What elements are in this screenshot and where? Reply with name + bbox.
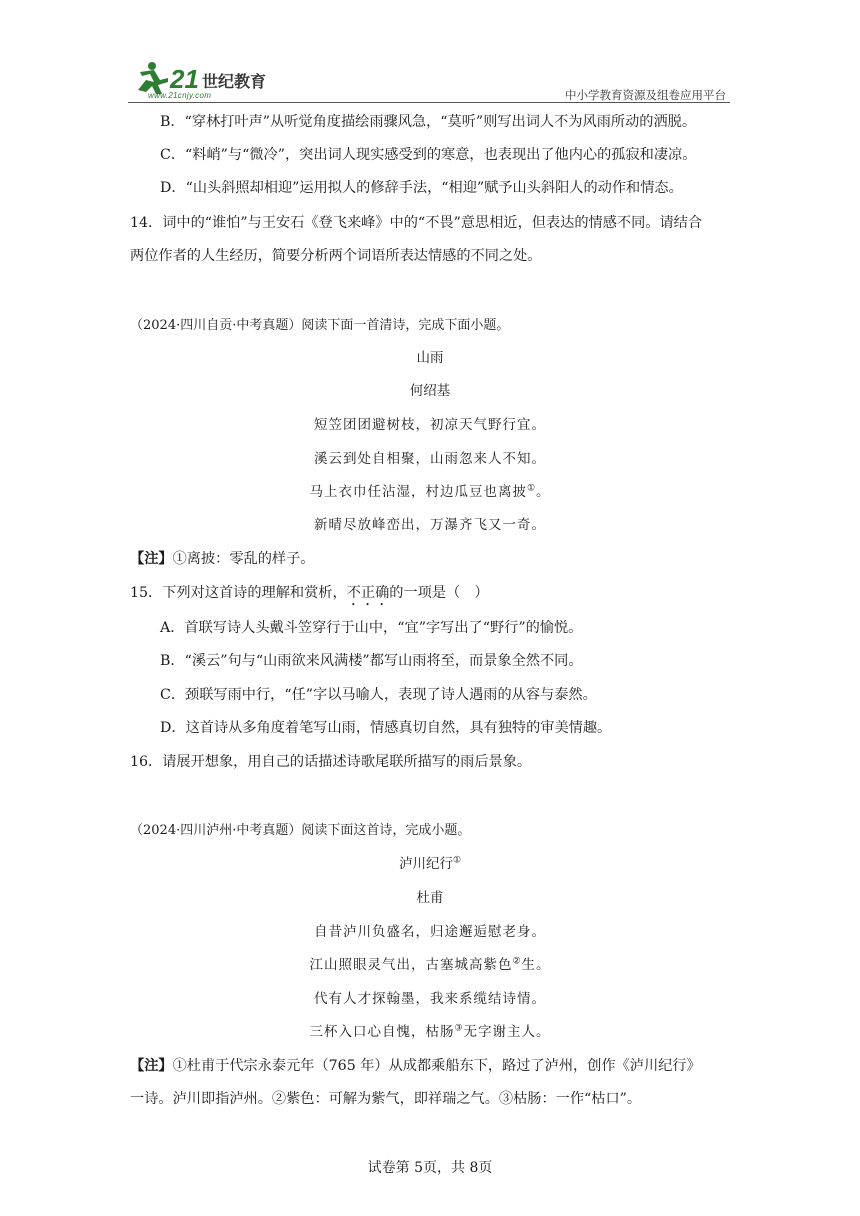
poem2-line2: 江山照眼灵气出，古塞城高紫色②生。	[309, 956, 551, 973]
poem2-line1: 自昔泸川负盛名，归途邂逅慰老身。	[314, 924, 546, 940]
logo-url: www.21cnjy.com	[148, 91, 212, 100]
poem1-author: 何绍基	[409, 383, 451, 399]
poem2-title: 泸川纪行①	[398, 855, 462, 872]
poem2-line3: 代有人才探翰墨，我来系缆结诗情。	[314, 991, 546, 1007]
poem2-note-line2: 一诗。泸川即指泸州。②紫色：可解为紫气，即祥瑞之气。③枯肠：一作“枯口”。	[130, 1091, 642, 1107]
q13-option-c: C．“料峭”与“微冷”，突出词人现实感受到的寒意，也表现出了他内心的孤寂和凄凉。	[160, 147, 697, 163]
platform-name: 中小学教育资源及组卷应用平台	[565, 88, 726, 102]
q14-line2: 两位作者的人生经历，简要分析两个词语所表达情感的不同之处。	[130, 248, 542, 264]
note-text: ①离披：零乱的样子。	[172, 551, 315, 567]
poem2-line4: 三杯入口心自愧，枯肠③无字谢主人。	[309, 1023, 551, 1040]
svg-text:世纪教育: 世纪教育	[202, 72, 267, 91]
section3-intro: （2024·四川泸州·中考真题）阅读下面这首诗，完成小题。	[130, 823, 471, 838]
svg-text:21: 21	[170, 64, 199, 94]
logo	[128, 60, 278, 104]
note-label: 【注】	[130, 551, 173, 567]
q16: 16．请展开想象，用自己的话描述诗歌尾联所描写的雨后景象。	[130, 754, 532, 770]
poem2-author: 杜甫	[416, 890, 444, 906]
footnote-marker: ①	[526, 483, 537, 494]
poem1-note	[130, 549, 314, 569]
note-label: 【注】	[130, 1058, 173, 1074]
q13-option-b: B．“穿林打叶声”从听觉角度描绘雨骤风急，“莫听”则写出词人不为风雨所动的洒脱。	[160, 114, 697, 130]
q14-line1: 14．词中的“谁怕”与王安石《登飞来峰》中的“不畏”意思相近，但表达的情感不同。请结合	[130, 215, 703, 231]
footnote-marker: ①	[452, 855, 462, 866]
section2-intro: （2024·四川自贡·中考真题）阅读下面一首清诗，完成下面小题。	[130, 318, 510, 333]
poem1-line1: 短笠团团避树枝，初凉天气野行宜。	[314, 417, 546, 433]
q15-option-b: B．“溪云”句与“山雨欲来风满楼”都写山雨将至，而景象全然不同。	[160, 653, 583, 669]
poem1-title: 山雨	[416, 350, 444, 366]
q15-option-d: D．这首诗从多角度着笔写山雨，情感真切自然，具有独特的审美情趣。	[160, 720, 612, 736]
footnote-marker: ②	[512, 956, 522, 967]
q15-stem: 15．下列对这首诗的理解和赏析，不正确的一项是（ ）	[130, 585, 489, 601]
header-divider	[128, 102, 730, 103]
footnote-marker: ③	[454, 1023, 464, 1034]
page-header	[0, 0, 860, 110]
page-footer: 试卷第 5页，共 8页	[367, 1160, 493, 1176]
poem1-line2: 溪云到处自相聚，山雨忽来人不知。	[314, 451, 546, 467]
q15-option-c: C．颈联写雨中行，“任”字以马喻人，表现了诗人遇雨的从容与泰然。	[160, 687, 597, 703]
q13-option-d: D．“山头斜照却相迎”运用拟人的修辞手法，“相迎”赋予山头斜阳人的动作和情态。	[160, 180, 683, 196]
poem1-line4: 新晴尽放峰峦出，万瀑齐飞又一奇。	[314, 517, 546, 533]
poem2-note-line1: 【注】①杜甫于代宗永泰元年（765 年）从成都乘船东下，路过了泸州，创作《泸川纪行》	[130, 1058, 701, 1074]
q15-option-a: A．首联写诗人头戴斗笠穿行于山中，“宜”字写出了“野行”的愉悦。	[160, 620, 583, 636]
poem1-line3: 马上衣巾任沾湿，村边瓜豆也离披①。	[309, 483, 551, 500]
emphasis-text: 不正确	[346, 585, 390, 601]
